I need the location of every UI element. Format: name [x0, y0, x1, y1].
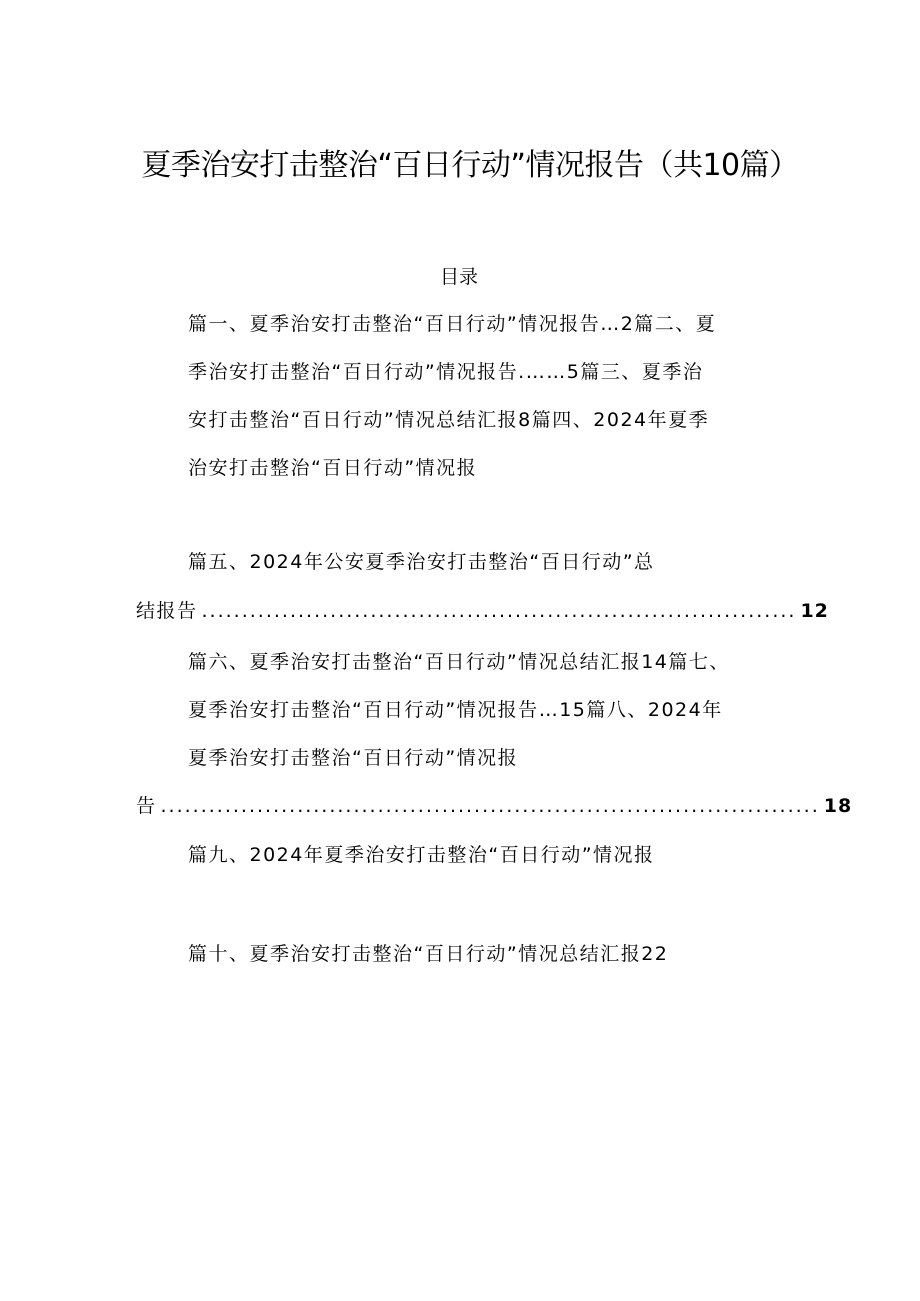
toc-leader-text: 结报告 [136, 600, 198, 622]
toc-line: 夏季治安打击整治“百日行动”情况报 [188, 747, 519, 769]
toc-line: 篇五、2024年公安夏季治安打击整治“百日行动”总 [188, 551, 655, 573]
toc-heading: 目录 [440, 266, 479, 288]
toc-leader-dots: .......................................................................... [201, 600, 797, 622]
toc-line: 篇六、夏季治安打击整治“百日行动”情况总结汇报14篇七、 [188, 651, 730, 673]
toc-leader-dots: .................................................................................. [160, 795, 820, 817]
toc-leader-text: 告 [136, 795, 157, 817]
toc-line: 篇九、2024年夏季治安打击整治“百日行动”情况报 [188, 844, 655, 866]
document-title: 夏季治安打击整治“百日行动”情况报告（共10篇） [141, 148, 799, 183]
toc-leader-line [136, 792, 853, 820]
toc-line: 治安打击整治“百日行动”情况报 [188, 457, 478, 479]
toc-line: 夏季治安打击整治“百日行动”情况报告…15篇八、2024年 [188, 699, 723, 721]
toc-line: 篇一、夏季治安打击整治“百日行动”情况报告…2篇二、夏 [188, 313, 717, 335]
toc-page-number: 18 [823, 795, 853, 817]
toc-line: 季治安打击整治“百日行动”情况报告.……5篇三、夏季治 [188, 361, 704, 383]
toc-line: 篇十、夏季治安打击整治“百日行动”情况总结汇报22 [188, 943, 669, 965]
toc-page-number: 12 [800, 600, 829, 622]
toc-line: 安打击整治“百日行动”情况总结汇报8篇四、2024年夏季 [188, 409, 710, 431]
toc-leader-line [136, 597, 829, 625]
